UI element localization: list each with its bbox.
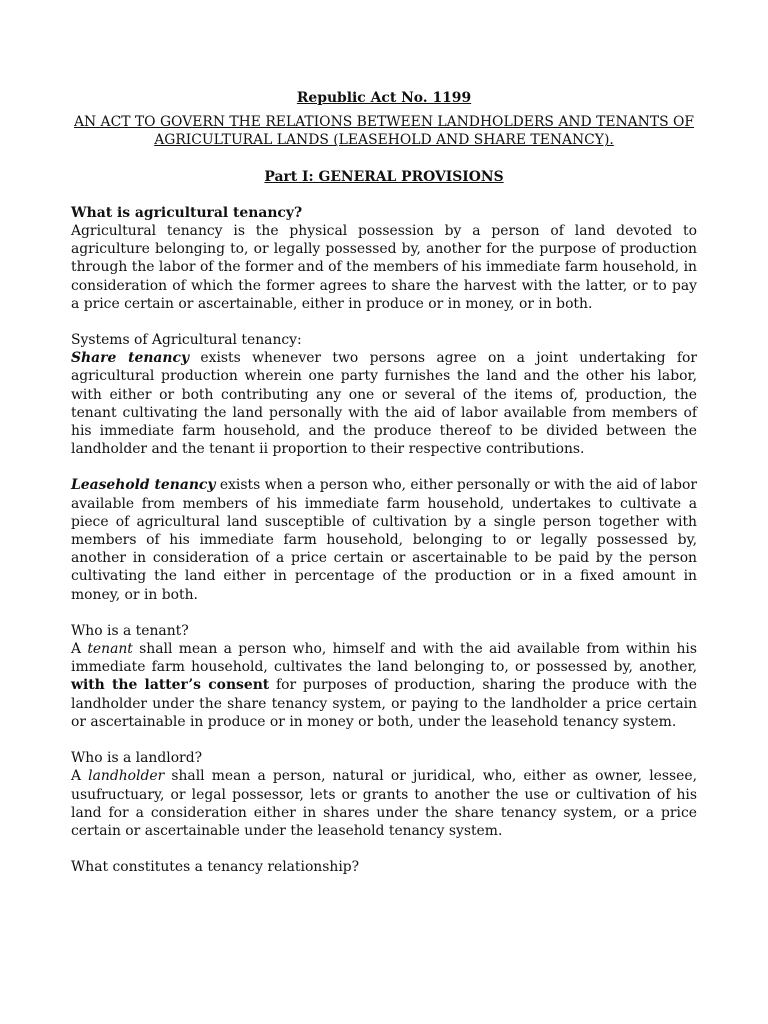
definition-share-tenancy: [71, 349, 697, 458]
act-subtitle-line-2: AGRICULTURAL LANDS (LEASEHOLD AND SHARE TENANCY).: [154, 132, 614, 149]
definition-landholder: [71, 767, 697, 840]
tenant-emphasis: with the latter’s consent: [71, 677, 270, 694]
term-leasehold-tenancy: Leasehold tenancy: [71, 477, 216, 494]
tenant-body-a: shall mean a person who, himself and with the aid available from within his immediate farm household, cultivates the land belonging to, or possessed by, another,: [71, 641, 697, 676]
landholder-prefix: A: [71, 768, 89, 785]
tenant-body-b: for purposes of production, sharing the produce with the landholder under the share tenancy system, or paying to the landholder a price certain or ascertainable in produce or in money or both, under the leasehold tenancy system.: [71, 677, 697, 730]
question-tenant: Who is a tenant?: [71, 622, 189, 639]
leasehold-tenancy-body: exists when a person who, either personally or with the aid of labor available from members of his immediate farm household, undertakes to cultivate a piece of agricultural land susceptible of cultivation by a single person together with members of his immediate farm household, belonging to or legally possessed by, another in consideration of a price certain or ascertainable to be paid by the person cultivating the land either in percentage of the production or in a fixed amount in money, or in both.: [71, 477, 698, 603]
share-tenancy-body: exists whenever two persons agree on a joint undertaking for agricultural production wherein one party furnishes the land and the other his labor, with either or both contributing any one or several of the items of, production, the tenant cultivating the land personally with the aid of labor available from members of his immediate farm household, and the produce thereof to be divided between the landholder and the tenant ii proportion to their respective contributions.: [71, 350, 697, 458]
act-subtitle: [71, 113, 697, 149]
act-title: Republic Act No. 1199: [296, 90, 472, 106]
tenant-prefix: A: [71, 641, 88, 658]
question-agricultural-tenancy: What is agricultural tenancy?: [71, 204, 303, 221]
landholder-body: shall mean a person, natural or juridical, who, either as owner, lessee, usufructuary, or legal possessor, lets or grants to another the use or cultivation of his land for a consideration either in shares under the share tenancy system, or a price certain or ascertainable under the leasehold tenancy system.: [71, 768, 697, 839]
term-tenant: tenant: [87, 641, 133, 658]
definition-agricultural-tenancy: Agricultural tenancy is the physical possession by a person of land devoted to agriculture belonging to, or legally possessed by, another for the purpose of production through the labor of the former and of the members of his immediate farm household, in consideration of which the former agrees to share the harvest with the latter, or to pay a price certain or ascertainable, either in produce or in money, or in both.: [71, 223, 697, 312]
term-share-tenancy: Share tenancy: [71, 350, 190, 367]
document-content: [71, 89, 697, 876]
question-tenancy-relationship: What constitutes a tenancy relationship?: [71, 859, 360, 876]
definition-tenant: [71, 640, 697, 731]
act-subtitle-line-1: AN ACT TO GOVERN THE RELATIONS BETWEEN LANDHOLDERS AND TENANTS OF: [73, 114, 695, 131]
question-landlord: Who is a landlord?: [71, 750, 203, 767]
definition-leasehold-tenancy: [71, 476, 697, 603]
part-heading: Part I: GENERAL PROVISIONS: [264, 168, 504, 185]
term-landholder: landholder: [88, 768, 165, 785]
systems-heading: Systems of Agricultural tenancy:: [71, 332, 302, 349]
